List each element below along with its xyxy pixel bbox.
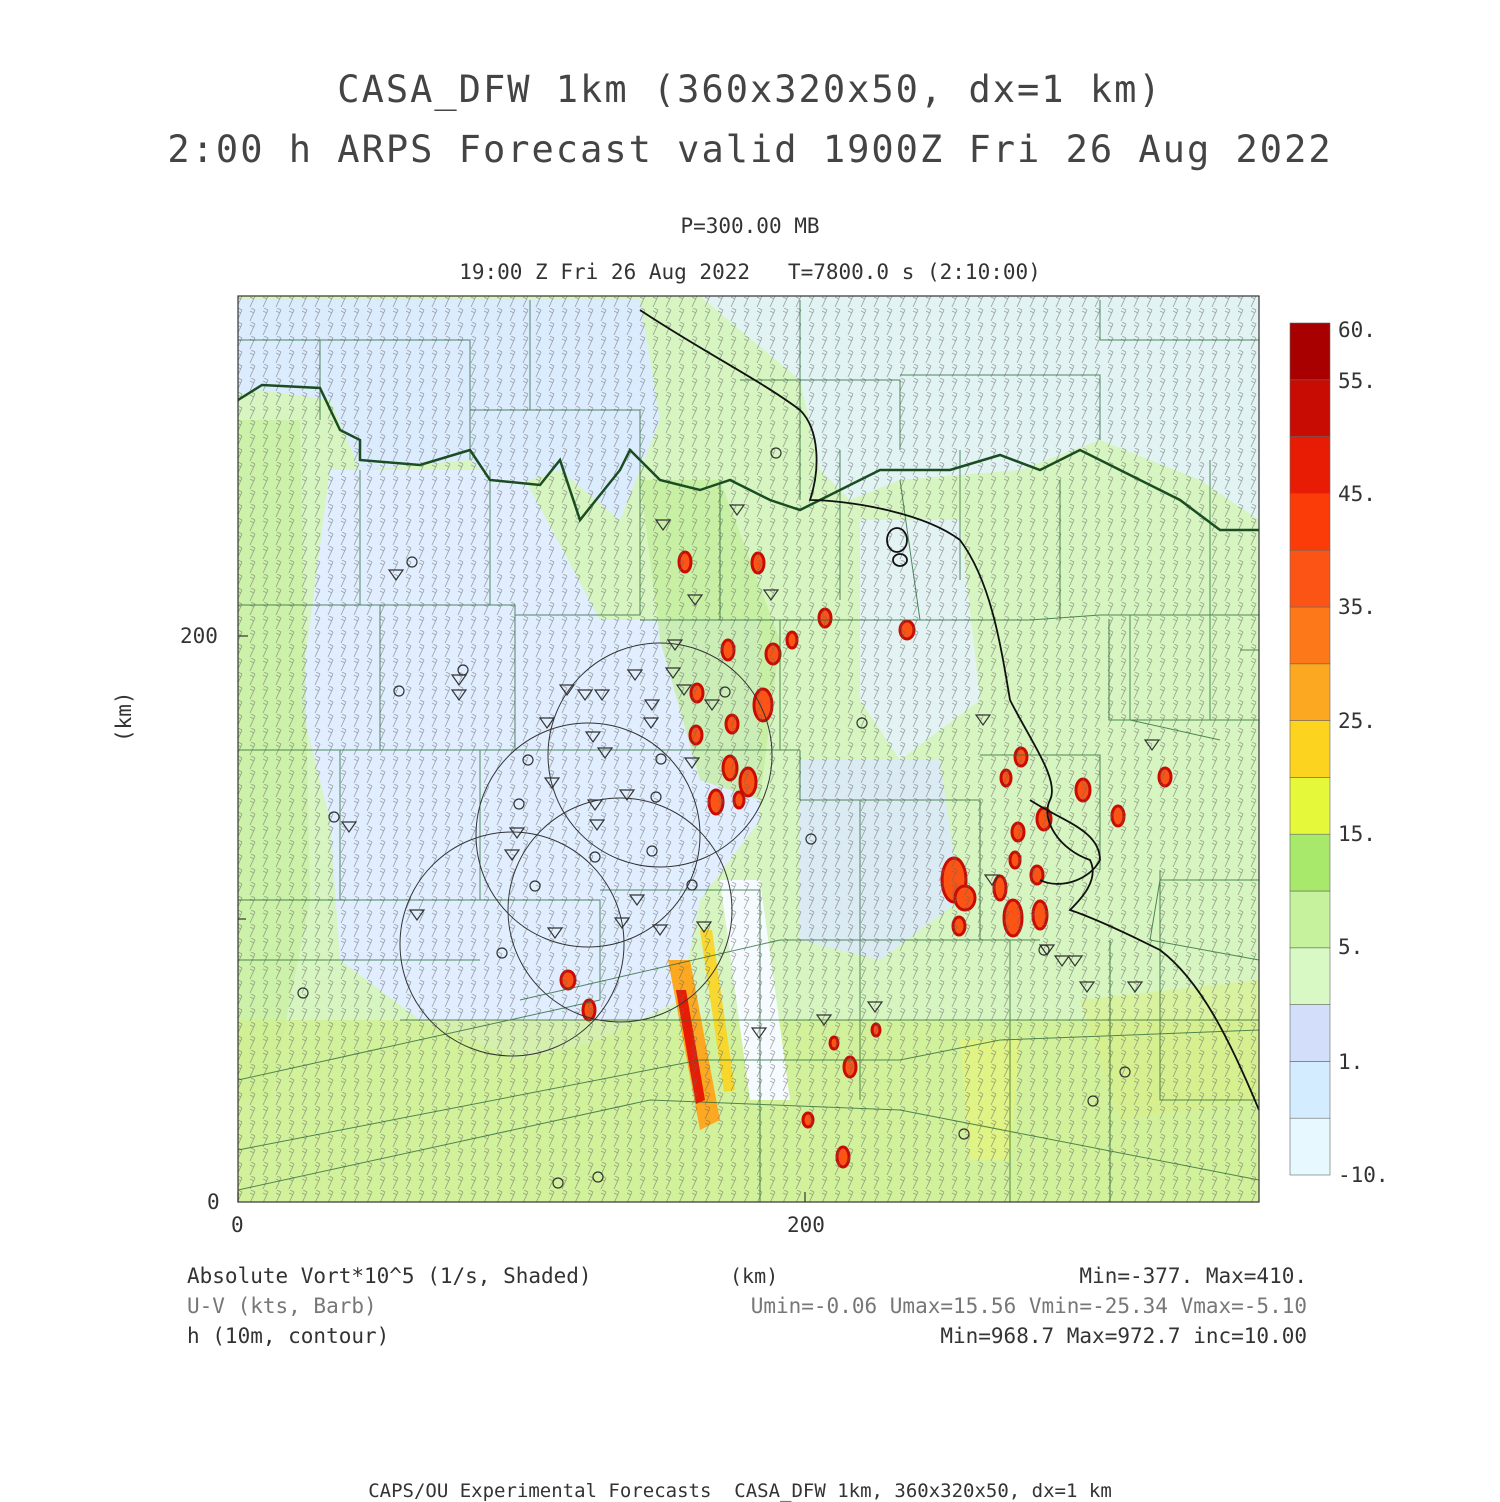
colorbar-label: 35. <box>1338 595 1376 619</box>
colorbar-swatch <box>1290 834 1330 891</box>
colorbar-swatch <box>1290 323 1330 380</box>
colorbar-swatch <box>1290 437 1330 494</box>
x-axis-label: (km) <box>730 1264 779 1288</box>
y-axis-label: (km) <box>112 691 136 742</box>
colorbar-label: 45. <box>1338 482 1376 506</box>
colorbar-swatch <box>1290 891 1330 948</box>
y-tick-200: 200 <box>180 624 218 648</box>
colorbar-swatch <box>1290 380 1330 437</box>
field-barb-label: U-V (kts, Barb) <box>187 1294 377 1318</box>
y-tick-0: 0 <box>207 1190 220 1214</box>
colorbar-label: 55. <box>1338 369 1376 393</box>
colorbar-swatch <box>1290 607 1330 664</box>
colorbar-swatch <box>1290 721 1330 778</box>
colorbar-swatch <box>1290 1118 1330 1175</box>
colorbar-swatch <box>1290 664 1330 721</box>
colorbar-swatch <box>1290 550 1330 607</box>
wind-minmax: Umin=-0.06 Umax=15.56 Vmin=-25.34 Vmax=-5.10 <box>750 1294 1307 1318</box>
shaded-minmax: Min=-377. Max=410. <box>1079 1264 1307 1288</box>
colorbar-label: -10. <box>1338 1163 1389 1187</box>
wind-barbs <box>238 296 1259 1202</box>
colorbar-label: 25. <box>1338 709 1376 733</box>
colorbar-label: 15. <box>1338 822 1376 846</box>
x-tick-200: 200 <box>787 1213 825 1237</box>
pressure-level: P=300.00 MB <box>680 214 820 238</box>
title-line1: CASA_DFW 1km (360x320x50, dx=1 km) <box>337 68 1163 111</box>
colorbar-label: 60. <box>1338 318 1376 342</box>
colorbar-swatch <box>1290 493 1330 550</box>
field-contour-label: h (10m, contour) <box>187 1324 390 1348</box>
colorbar-label: 5. <box>1338 935 1364 959</box>
colorbar-swatch <box>1290 1061 1330 1118</box>
colorbar-label: 1. <box>1338 1050 1364 1074</box>
colorbar-swatch <box>1290 777 1330 834</box>
contour-minmax: Min=968.7 Max=972.7 inc=10.00 <box>940 1324 1307 1348</box>
credit-line: CAPS/OU Experimental Forecasts CASA_DFW 1km, 360x320x50, dx=1 km <box>368 1480 1112 1502</box>
field-shaded-label: Absolute Vort*10^5 (1/s, Shaded) <box>187 1264 592 1288</box>
title-line2: 2:00 h ARPS Forecast valid 1900Z Fri 26 Aug 2022 <box>167 128 1333 171</box>
colorbar-swatch <box>1290 1005 1330 1062</box>
valid-time: 19:00 Z Fri 26 Aug 2022 T=7800.0 s (2:10:00) <box>459 260 1041 284</box>
colorbar-swatch <box>1290 948 1330 1005</box>
x-tick-0: 0 <box>231 1213 244 1237</box>
colorbar <box>1290 323 1330 1175</box>
